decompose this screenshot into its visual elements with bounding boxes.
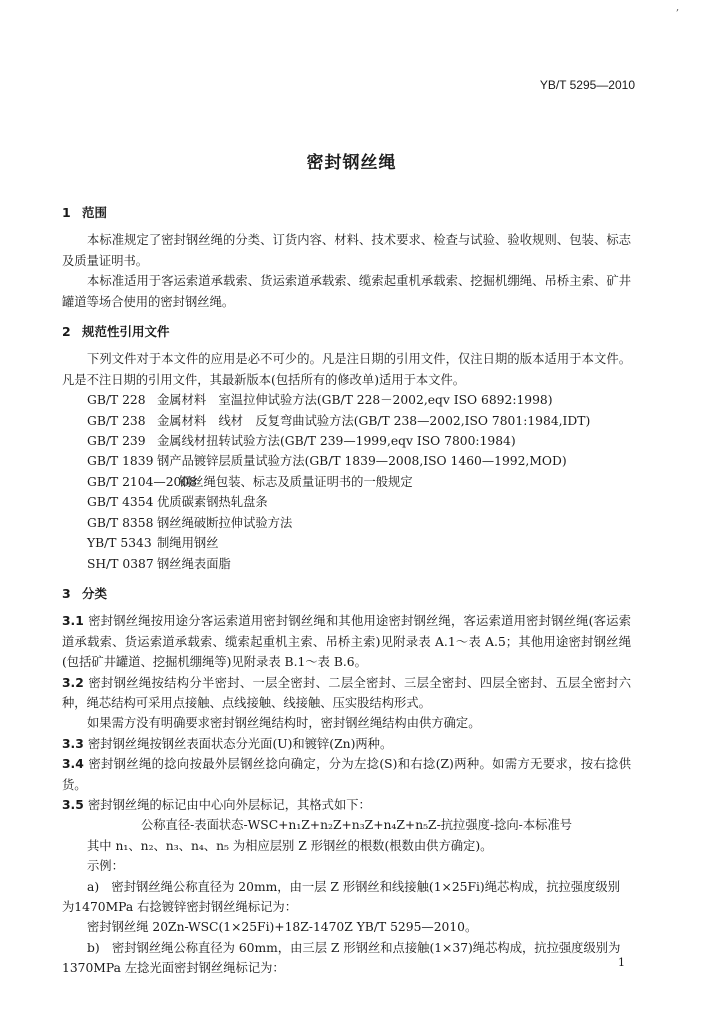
section-2-heading: 2 规范性引用文件	[62, 324, 170, 340]
example-a: a) 密封钢丝绳公称直径为 20mm，由一层 Z 形钢丝和线接触(1×25Fi)绳芯构成，抗拉强度级别为1470MPa 右捻镀锌密封钢丝绳标记为：	[62, 879, 621, 914]
clause-3-3: 3.3 密封钢丝绳按钢丝表面状态分光面(U)和镀锌(Zn)两种。	[62, 736, 393, 751]
section-3-heading: 3 分类	[62, 585, 108, 601]
page-number: 1	[618, 956, 625, 969]
reference-item: GB/T 2104—2008钢丝绳包装、标志及质量证明书的一般规定	[87, 474, 413, 489]
example-a-marking: 密封钢丝绳 20Zn-WSC(1×25Fi)+18Z-1470Z YB/T 5295—2010。	[87, 920, 478, 935]
section-1-paragraph-1: 本标准规定了密封钢丝绳的分类、订货内容、材料、技术要求、检查与试验、验收规则、包装、标志及质量证明书。	[62, 233, 631, 268]
document-title: 密封钢丝绳	[306, 153, 397, 173]
clause-3-4: 3.4 密封钢丝绳的捻向按最外层钢丝捻向确定，分为左捻(S)和右捻(Z)两种。如需方无要求，按右捻供货。	[62, 757, 631, 792]
clause-3-1: 3.1 密封钢丝绳按用途分客运索道用密封钢丝绳和其他用途密封钢丝绳，客运索道用密封钢丝绳(客运索道承载索、货运索道承载索、缆索起重机主索、吊桥主索)见附录表 A.1～表 A.5；其他用途密封钢丝绳(包括矿井罐道、挖掘机绷绳等)见附录表 B.1～表 B.6。	[62, 614, 631, 670]
corner-mark: ,	[676, 2, 680, 13]
clause-3-2: 3.2 密封钢丝绳按结构分半密封、一层全密封、二层全密封、三层全密封、四层全密封、五层全密封六种，绳芯结构可采用点接触、点线接触、线接触、压实股结构形式。	[62, 675, 631, 710]
reference-item: GB/T 239 金属线材扭转试验方法(GB/T 239—1999,eqv ISO 7800:1984)	[87, 434, 516, 449]
reference-item: GB/T 8358 钢丝绳破断拉伸试验方法	[87, 515, 293, 530]
reference-item: SH/T 0387 钢丝绳表面脂	[87, 556, 231, 571]
clause-3-2-note: 如果需方没有明确要求密封钢丝绳结构时，密封钢丝绳结构由供方确定。	[87, 716, 481, 731]
reference-item: GB/T 1839 钢产品镀锌层质量试验方法(GB/T 1839—2008,ISO 1460—1992,MOD)	[87, 454, 567, 469]
formula-where-text: 其中 n₁、n₂、n₃、n₄、n₅ 为相应层别 Z 形钢丝的根数(根数由供方确定)。	[87, 838, 493, 853]
example-label: 示例：	[87, 859, 124, 874]
clause-3-5: 3.5 密封钢丝绳的标记由中心向外层标记，其格式如下：	[62, 797, 371, 812]
document-code: YB/T 5295—2010	[539, 78, 635, 92]
normative-references-list	[62, 390, 631, 574]
example-b: b) 密封钢丝绳公称直径为 60mm，由三层 Z 形钢丝和点接触(1×37)绳芯构成，抗拉强度级别为1370MPa 左捻光面密封钢丝绳标记为：	[62, 940, 621, 976]
reference-item: GB/T 228 金属材料 室温拉伸试验方法(GB/T 228－2002,eqv ISO 6892:1998)	[87, 393, 553, 408]
reference-item: GB/T 238 金属材料 线材 反复弯曲试验方法(GB/T 238—2002,ISO 7801:1984,IDT)	[87, 413, 591, 428]
section-1-paragraph-2: 本标准适用于客运索道承载索、货运索道承载索、缆索起重机承载索、挖掘机绷绳、吊桥主索、矿井罐道等场合使用的密封钢丝绳。	[62, 274, 631, 309]
section-2-intro: 下列文件对于本文件的应用是必不可少的。凡是注日期的引用文件，仅注日期的版本适用于本文件。凡是不注日期的引用文件，其最新版本(包括所有的修改单)适用于本文件。	[62, 352, 631, 387]
marking-format-formula: 公称直径-表面状态-WSC+n₁Z+n₂Z+n₃Z+n₄Z+n₅Z-抗拉强度-捻向-本标准号	[140, 818, 573, 833]
document-body	[62, 203, 631, 979]
reference-item: GB/T 4354 优质碳素钢热轧盘条	[87, 495, 268, 510]
section-1-heading: 1 范围	[62, 205, 108, 220]
reference-item: YB/T 5343 制绳用钢丝	[87, 536, 219, 551]
